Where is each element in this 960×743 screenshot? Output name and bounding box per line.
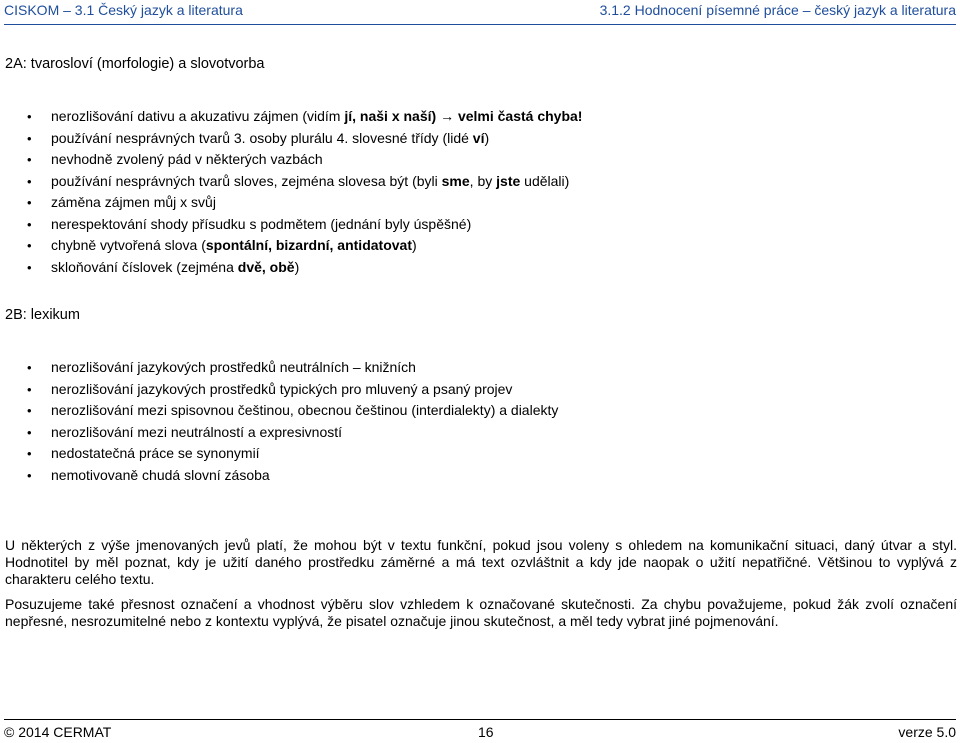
list-item: • nerozlišování jazykových prostředků typických pro mluvený a psaný projev [0,379,558,401]
footer-divider [4,719,956,720]
section-2b-title: 2B: lexikum [5,307,80,323]
page-footer [4,724,956,742]
header-left-title: CISKOM – 3.1 Český jazyk a literatura [4,2,243,18]
header-right-title: 3.1.2 Hodnocení písemné práce – český jazyk a literatura [599,2,956,18]
list-item: • záměna zájmen můj x svůj [0,192,582,214]
list-item: • nemotivovaně chudá slovní zásoba [0,465,558,487]
footer-version: verze 5.0 [898,724,956,740]
list-item: • skloňování číslovek (zejména dvě, obě) [0,257,582,279]
page-header [4,2,956,21]
list-item: • chybně vytvořená slova (spontální, bizardní, antidatovat) [0,235,582,257]
list-item: • nerozlišování mezi spisovnou češtinou, obecnou češtinou (interdialekty) a dialekty [0,400,558,422]
paragraph-functional-use: U některých z výše jmenovaných jevů platí, že mohou být v textu funkční, pokud jsou voleny s ohledem na komunikační situaci, daný útvar a styl. Hodnotitel by měl poznat, kdy je užití daného prostředku záměrné a má text ozvláštnit a kdy jde naopak o užití nepatřičné. Většinou to vyplývá z charakteru celého textu. [5,537,957,587]
list-item: • používání nesprávných tvarů 3. osoby plurálu 4. slovesné třídy (lidé ví) [0,128,582,150]
list-item: • používání nesprávných tvarů sloves, zejména slovesa být (byli sme, by jste udělali) [0,171,582,193]
section-2a-title: 2A: tvarosloví (morfologie) a slovotvorba [5,56,265,72]
list-item: • nerozlišování jazykových prostředků neutrálních – knižních [0,357,558,379]
list-item: • nevhodně zvolený pád v některých vazbách [0,149,582,171]
list-item: • nerespektování shody přísudku s podmětem (jednání byly úspěšné) [0,214,582,236]
section-2a-list [0,106,582,278]
page-number: 16 [478,724,494,740]
header-divider [4,24,956,25]
list-item: • nedostatečná práce se synonymií [0,443,558,465]
section-2b-list [0,357,558,486]
list-item: • nerozlišování dativu a akuzativu zájmen (vidím jí, naši x naší) → velmi častá chyba! [0,106,582,128]
paragraph-precision: Posuzujeme také přesnost označení a vhodnost výběru slov vzhledem k označované skutečnosti. Za chybu považujeme, pokud žák zvolí označení nepřesné, nesrozumitelné nebo z kontextu vyplývá, že pisatel označuje jinou skutečnost, a měl tedy vybrat jiné pojmenování. [5,596,957,629]
list-item: • nerozlišování mezi neutrálností a expresivností [0,422,558,444]
footer-copyright: © 2014 CERMAT [4,724,112,740]
